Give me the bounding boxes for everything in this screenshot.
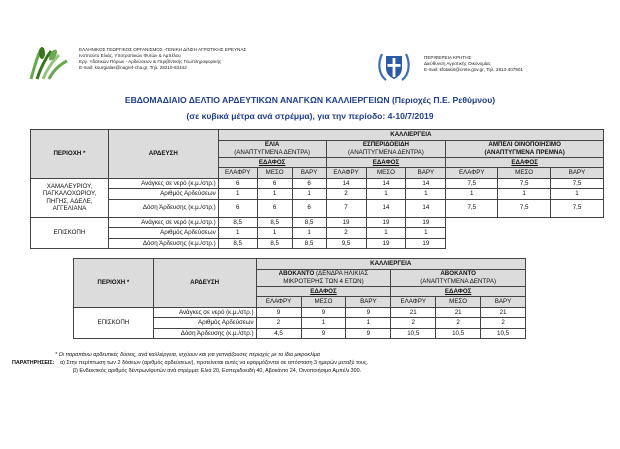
value-cell: 1: [292, 189, 326, 200]
soil-type-medium: ΜΕΣΟ: [366, 168, 406, 179]
soil-type-medium: ΜΕΣΟ: [498, 168, 551, 179]
row-label-dose: Δόση Άρδευσης (κ.μ./στρ.): [108, 238, 218, 249]
value-cell: 2: [436, 318, 481, 329]
value-cell: 10,5: [481, 328, 526, 339]
soil-type-medium: ΜΕΣΟ: [436, 297, 481, 308]
value-cell: 19: [406, 238, 446, 249]
value-cell: 9: [346, 328, 391, 339]
soil-type-heavy: ΒΑΡΥ: [292, 168, 326, 179]
left-org-email: E-mail: kourgialas@nagref-cha.gr, Τηλ. 28210-83442: [79, 65, 187, 71]
right-org-line: ΠΕΡΙΦΕΡΕΙΑ ΚΡΗΤΗΣ: [424, 55, 472, 60]
value-cell: 2: [326, 228, 366, 239]
hellenic-coat-of-arms-icon: [372, 50, 416, 84]
value-cell: 1: [366, 228, 406, 239]
value-cell: 6: [292, 178, 326, 189]
crop-subtitle: (ΑΝΑΠΤΥΓΜΕΝΑ ΔΕΝΤΡΑ): [234, 148, 311, 156]
region-column-header: ΠΕΡΙΟΧΗ *: [74, 259, 154, 308]
soil-type-light: ΕΛΑΦΡΥ: [218, 168, 257, 179]
value-cell: 9: [256, 307, 301, 318]
value-cell: 21: [391, 307, 436, 318]
value-cell: 2: [391, 318, 436, 329]
value-cell: 7,5: [498, 199, 551, 217]
header-row-crop: [31, 130, 604, 141]
crop-header: ΚΑΛΛΙΕΡΓΕΙΑ: [256, 259, 525, 270]
document-subtitle: (σε κυβικά μέτρα ανά στρέμμα), για την περίοδο: 4-10/7/2019: [186, 111, 434, 121]
value-cell: 7,5: [446, 178, 498, 189]
table-row: [31, 199, 604, 217]
value-cell: 1: [406, 228, 446, 239]
elgo-dimitra-logo-icon: [27, 45, 73, 83]
soil-type-heavy: ΒΑΡΥ: [551, 168, 604, 179]
value-cell: 1: [257, 228, 292, 239]
soil-type-heavy: ΒΑΡΥ: [406, 168, 446, 179]
soil-type-medium: ΜΕΣΟ: [257, 168, 292, 179]
row-label-irrigation-count: Αριθμός Αρδεύσεων: [108, 189, 218, 200]
table-row: [31, 228, 604, 239]
row-label-dose: Δόση Άρδευσης (κ.μ./στρ.): [153, 328, 256, 339]
value-cell: 1: [346, 318, 391, 329]
value-cell: 9: [301, 328, 346, 339]
soil-type-light: ΕΛΑΦΡΥ: [256, 297, 301, 308]
left-org-line: Ινστιτούτο Ελιάς, Υποτροπικών Φυτών & Αμπέλου: [79, 53, 181, 59]
soil-type-light: ΕΛΑΦΡΥ: [391, 297, 436, 308]
crop-name: ΑΜΠΕΛΙ ΟΙΝΟΠΟΙΗΣΙΜΟ: [488, 140, 561, 148]
value-cell: 2: [256, 318, 301, 329]
crop-header: ΚΑΛΛΙΕΡΓΕΙΑ: [218, 130, 603, 141]
value-cell: 8,5: [257, 238, 292, 249]
crop-name: ΕΛΙΑ: [264, 140, 280, 148]
footnote: * Οι παραπάνω αρδευτικές δόσεις, ανά καλλιέργεια, ισχύουν και για γειτνιάζουσες περιοχές με το ίδιο μικροκλίμα: [55, 352, 320, 358]
value-cell: 1: [292, 228, 326, 239]
irrigation-table-1: [30, 129, 604, 249]
value-cell: 10,5: [436, 328, 481, 339]
irrigation-table-2: [73, 258, 526, 339]
value-cell: 6: [292, 199, 326, 217]
value-cell: 19: [366, 217, 406, 228]
value-cell: 1: [498, 189, 551, 200]
value-cell: 21: [481, 307, 526, 318]
value-cell: 19: [406, 217, 446, 228]
value-cell: 1: [257, 189, 292, 200]
value-cell: 9: [301, 307, 346, 318]
irrigation-column-header: ΑΡΔΕΥΣΗ: [153, 259, 256, 308]
value-cell: 14: [406, 178, 446, 189]
right-header: [372, 50, 612, 84]
value-cell: 8,5: [218, 217, 257, 228]
value-cell: 14: [366, 199, 406, 217]
crop-vineyard-header: [446, 140, 604, 157]
value-cell: 21: [436, 307, 481, 318]
soil-type-light: ΕΛΑΦΡΥ: [446, 168, 498, 179]
table-row: [74, 307, 526, 318]
value-cell: 14: [406, 199, 446, 217]
soil-type-heavy: ΒΑΡΥ: [346, 297, 391, 308]
row-label-water-needs: Ανάγκες σε νερό (κ.μ./στρ.): [108, 217, 218, 228]
soil-label: ΕΔΑΦΟΣ: [326, 157, 446, 168]
right-org-email: E-mail: kfotakis@crete.gov.gr, Τηλ. 2813-407901: [424, 67, 523, 73]
value-cell: 1: [218, 189, 257, 200]
row-label-irrigation-count: Αριθμός Αρδεύσεων: [108, 228, 218, 239]
soil-label: ΕΔΑΦΟΣ: [391, 286, 526, 297]
row-label-dose: Δόση Άρδευσης (κ.μ./στρ.): [108, 199, 218, 217]
value-cell: 1: [301, 318, 346, 329]
value-cell: 14: [366, 178, 406, 189]
value-cell: 9: [346, 307, 391, 318]
document-title: ΕΒΔΟΜΑΔΙΑΙΟ ΔΕΛΤΙΟ ΑΡΔΕΥΤΙΚΩΝ ΑΝΑΓΚΩΝ ΚΑΛΛΙΕΡΓΕΙΩΝ (Περιοχές Π.Ε. Ρεθύμνου): [124, 95, 496, 105]
left-org-info: [79, 47, 246, 71]
value-cell: 1: [446, 189, 498, 200]
soil-type-medium: ΜΕΣΟ: [301, 297, 346, 308]
crop-subtitle: (ΑΝΑΠΤΥΓΜΕΝΑ ΔΕΝΤΡΑ): [348, 148, 424, 156]
value-cell: 8,5: [218, 238, 257, 249]
crop-name: ΑΒΟΚΑΝΤΟ: [440, 269, 476, 277]
table-row: [31, 178, 604, 189]
empty-cell: [446, 217, 604, 228]
row-label-irrigation-count: Αριθμός Αρδεύσεων: [153, 318, 256, 329]
value-cell: 10,5: [391, 328, 436, 339]
region-name-cell: ΕΠΙΣΚΟΠΗ: [74, 307, 154, 339]
crop-subtitle: (ΔΕΝΔΡΑ ΗΛΙΚΙΑΣ: [316, 269, 369, 277]
region-name-line: ΧΑΜΑΛΕΥΡΙΟΥ,: [46, 182, 93, 190]
soil-label: ΕΔΑΦΟΣ: [446, 157, 604, 168]
remark-b: β) Ενδεικτικός αριθμός δέντρων/φυτών ανά στρέμμα: Ελιά 20, Εσπεριδοειδή 40, Αβοκάντο 24, Οινοποιήσιμο Αμπέλι 300.: [73, 368, 362, 374]
region-name-line: ΠΑΓΚΑΛΟΧΩΡΙΟΥ,: [42, 190, 97, 198]
crop-citrus-header: [326, 140, 446, 157]
irrigation-column-header: ΑΡΔΕΥΣΗ: [108, 130, 218, 179]
value-cell: 6: [257, 199, 292, 217]
soil-type-light: ΕΛΑΦΡΥ: [326, 168, 366, 179]
region-name-line: ΑΓΓΕΛΙΑΝΑ: [52, 204, 87, 212]
region-name-cell: ΕΠΙΣΚΟΠΗ: [31, 217, 109, 249]
remarks-label: ΠΑΡΑΤΗΡΗΣΕΙΣ:: [12, 360, 55, 366]
crop-avocado-mature-header: [391, 269, 526, 286]
value-cell: 9,5: [326, 238, 366, 249]
region-column-header: ΠΕΡΙΟΧΗ *: [31, 130, 109, 179]
value-cell: 2: [326, 189, 366, 200]
remark-a: α) Στην περίπτωση των 2 δόσεων (αριθμός αρδεύσεων), προτείνεται αυτές να εφαρμόζονται σε απόσταση 3 ημερών μεταξύ τους.: [60, 360, 369, 366]
crop-avocado-young-header: [256, 269, 391, 286]
crop-name: ΑΒΟΚΑΝΤΟ: [278, 269, 315, 277]
empty-cell: [446, 238, 604, 249]
right-org-line: Διεύθυνση Αγροτικής Οικονομίας: [424, 61, 491, 67]
crop-subtitle: (ΑΝΑΠΤΥΓΜΕΝΑ ΠΡΕΜΝΑ): [484, 148, 565, 156]
soil-label: ΕΔΑΦΟΣ: [256, 286, 391, 297]
value-cell: 7: [326, 199, 366, 217]
left-org-line: ΕΛΛΗΝΙΚΟΣ ΓΕΩΡΓΙΚΟΣ ΟΡΓΑΝΙΣΜΟΣ -ΓΕΝΙΚΗ Δ/ΝΣΗ ΑΓΡΟΤΙΚΗΣ ΕΡΕΥΝΑΣ: [79, 47, 247, 52]
crop-subtitle: ΜΙΚΡΟΤΕΡΗΣ ΤΩΝ 4 ΕΤΩΝ): [283, 277, 364, 285]
value-cell: 2: [481, 318, 526, 329]
empty-cell: [446, 228, 604, 239]
soil-type-heavy: ΒΑΡΥ: [481, 297, 526, 308]
crop-name: ΕΣΠΕΡΙΔΟΕΙΔΗ: [362, 140, 409, 148]
value-cell: 19: [366, 238, 406, 249]
value-cell: 7,5: [551, 199, 604, 217]
table-row: [31, 217, 604, 228]
value-cell: 8,5: [257, 217, 292, 228]
value-cell: 7,5: [446, 199, 498, 217]
value-cell: 19: [326, 217, 366, 228]
table-row: [31, 189, 604, 200]
value-cell: 8,5: [292, 217, 326, 228]
value-cell: 6: [218, 178, 257, 189]
crop-olive-header: [218, 140, 326, 157]
value-cell: 6: [257, 178, 292, 189]
region-name-cell: [31, 178, 109, 217]
region-name-line: ΠΗΓΗΣ, ΑΔΕΛΕ,: [46, 197, 93, 205]
row-label-water-needs: Ανάγκες σε νερό (κ.μ./στρ.): [153, 307, 256, 318]
value-cell: 14: [326, 178, 366, 189]
value-cell: 1: [551, 189, 604, 200]
value-cell: 8,5: [292, 238, 326, 249]
value-cell: 4,5: [256, 328, 301, 339]
row-label-water-needs: Ανάγκες σε νερό (κ.μ./στρ.): [108, 178, 218, 189]
value-cell: 6: [218, 199, 257, 217]
crop-subtitle: (ΑΝΑΠΤΥΓΜΕΝΑ ΔΕΝΤΡΑ): [420, 277, 497, 285]
value-cell: 1: [218, 228, 257, 239]
value-cell: 1: [366, 189, 406, 200]
value-cell: 7,5: [498, 178, 551, 189]
header-row-crop: [74, 259, 526, 270]
left-org-line: Εργ. Υδατικών Πόρων - Αρδεύσεων & Περιβ/ντικής Γεωπληροφορικής: [79, 59, 222, 65]
value-cell: 7,5: [551, 178, 604, 189]
table-row: [31, 238, 604, 249]
right-org-info: [424, 55, 523, 74]
value-cell: 1: [406, 189, 446, 200]
soil-label: ΕΔΑΦΟΣ: [218, 157, 326, 168]
left-header: [27, 45, 347, 85]
